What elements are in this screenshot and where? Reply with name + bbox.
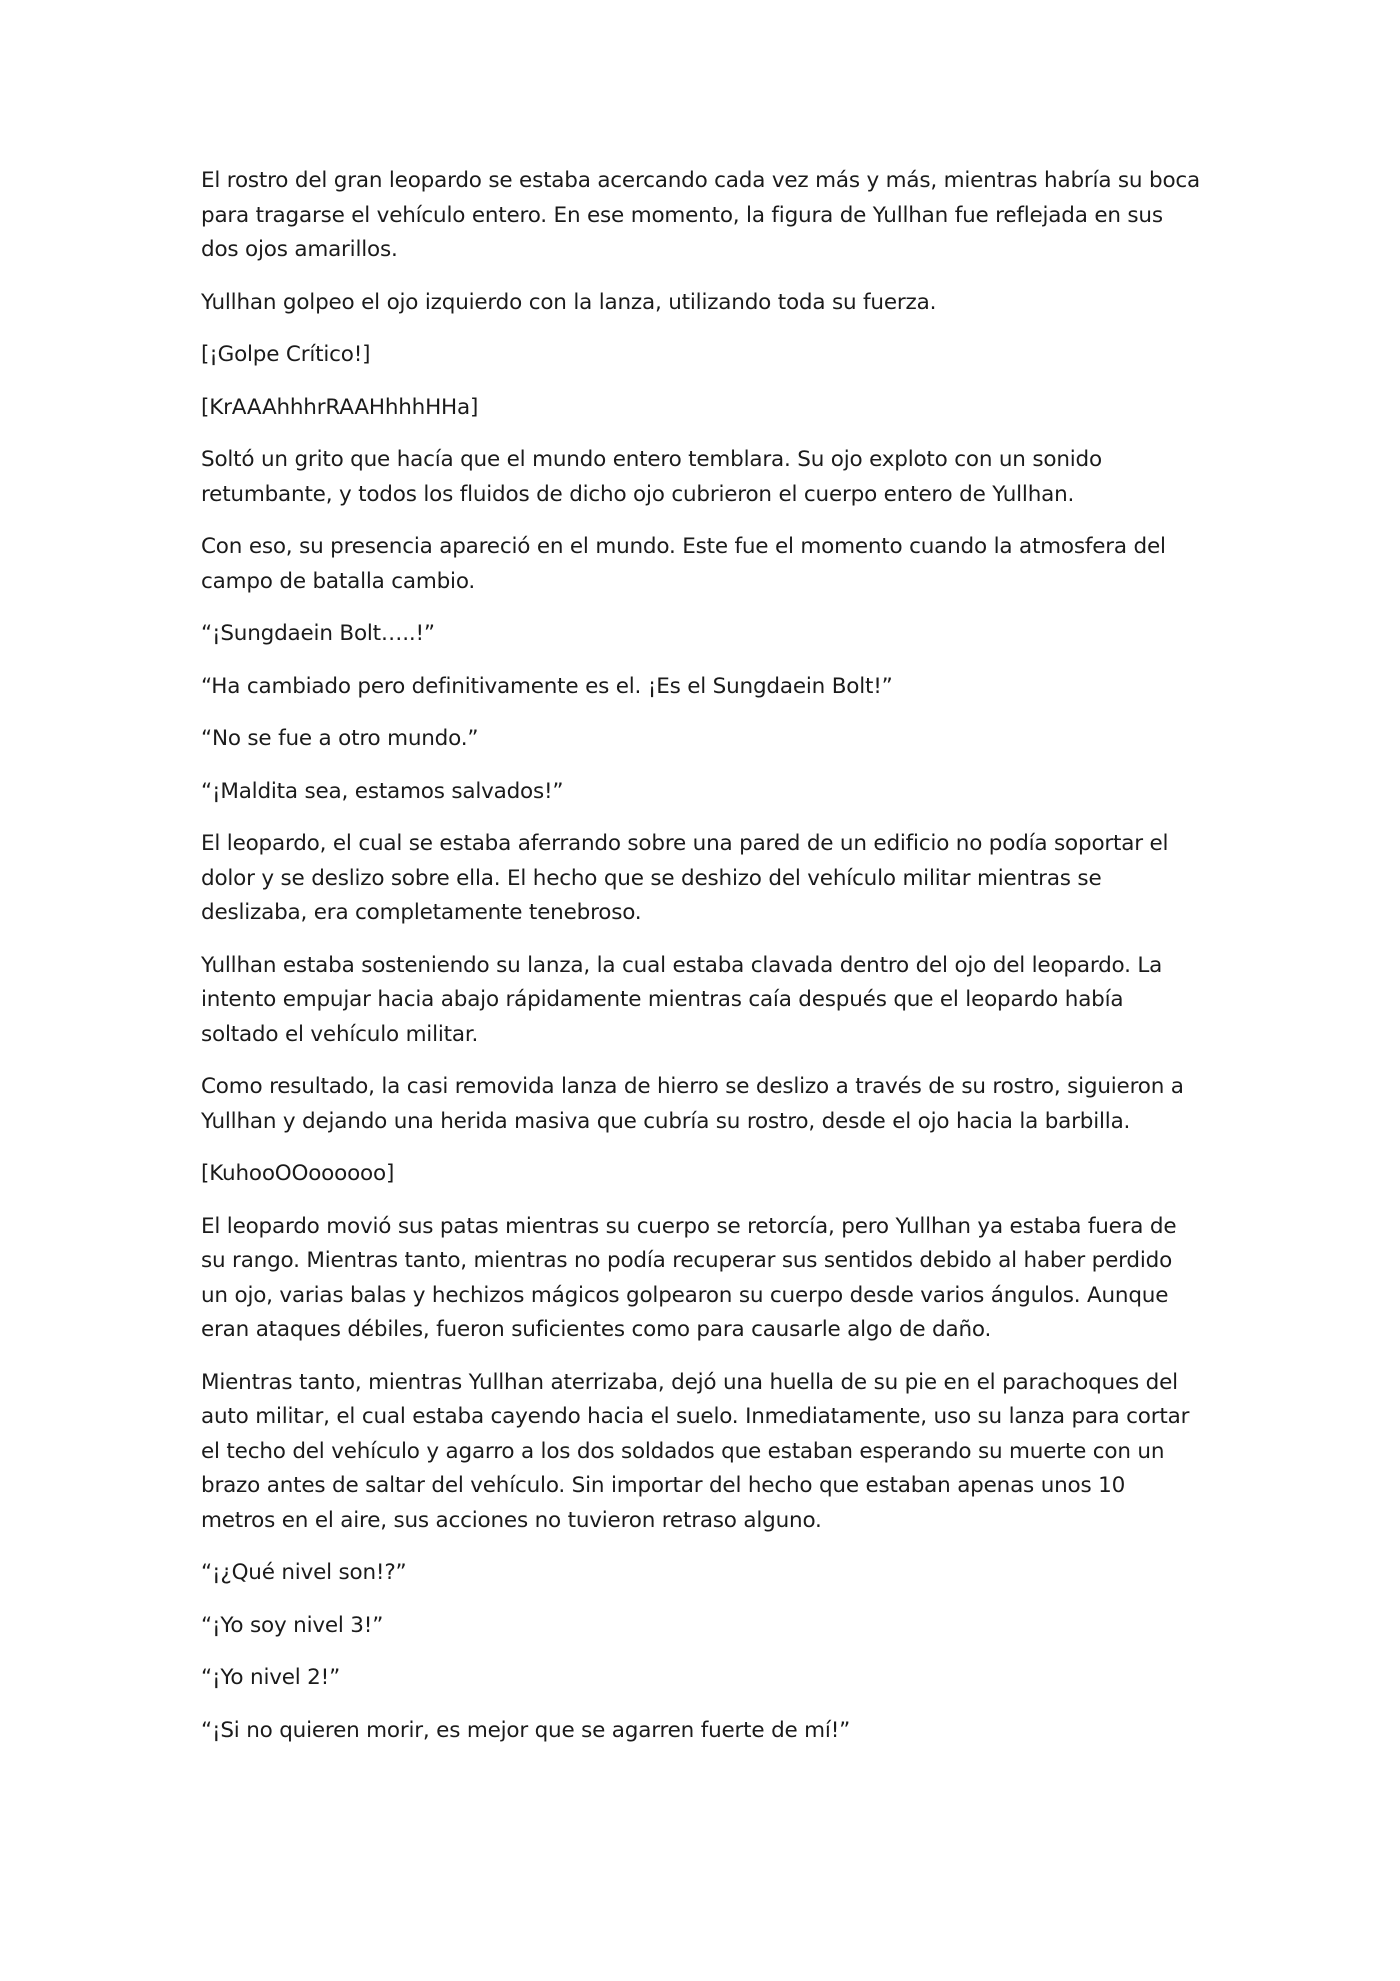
paragraph: “¡Si no quieren morir, es mejor que se agarren fuerte de mí!” [201, 1717, 851, 1743]
paragraph: El leopardo movió sus patas mientras su cuerpo se retorcía, pero Yullhan ya estaba fuera de su rango. Mientras tanto, mientras no podía recuperar sus sentidos debido al haber perdido un ojo, varias balas y hechizos mágicos golpearon su cuerpo desde varios ángulos. Aunque eran ataques débiles, fueron suficientes como para causarle algo de daño. [201, 1213, 1177, 1342]
document-body [201, 164, 1201, 1766]
paragraph: Mientras tanto, mientras Yullhan aterrizaba, dejó una huella de su pie en el parachoques del auto militar, el cual estaba cayendo hacia el suelo. Inmediatamente, uso su lanza para cortar el techo del vehículo y agarro a los dos soldados que estaban esperando su muerte con un brazo antes de saltar del vehículo. Sin importar del hecho que estaban apenas unos 10 metros en el aire, sus acciones no tuvieron retraso alguno. [201, 1369, 1190, 1533]
paragraph: [¡Golpe Crítico!] [201, 342, 371, 367]
paragraph: “No se fue a otro mundo.” [201, 726, 479, 751]
paragraph: Yullhan golpeo el ojo izquierdo con la lanza, utilizando toda su fuerza. [201, 289, 937, 315]
paragraph: [KrAAAhhhrRAAHhhhHHa] [201, 394, 479, 420]
paragraph: El rostro del gran leopardo se estaba acercando cada vez más y más, mientras habría su boca para tragarse el vehículo entero. En ese momento, la figura de Yullhan fue reflejada en sus dos ojos amarillos. [201, 168, 1200, 262]
paragraph: El leopardo, el cual se estaba aferrando sobre una pared de un edificio no podía soportar el dolor y se deslizo sobre ella. El hecho que se deshizo del vehículo militar mientras se deslizaba, era completamente tenebroso. [201, 831, 1169, 925]
paragraph: Soltó un grito que hacía que el mundo entero temblara. Su ojo exploto con un sonido retumbante, y todos los fluidos de dicho ojo cubrieron el cuerpo entero de Yullhan. [201, 447, 1102, 507]
paragraph: [KuhooOOoooooo] [201, 1161, 395, 1186]
paragraph: “¡Yo nivel 2!” [201, 1665, 341, 1690]
paragraph: “¡Sungdaein Bolt…..!” [201, 621, 435, 646]
paragraph: Yullhan estaba sosteniendo su lanza, la cual estaba clavada dentro del ojo del leopardo. La intento empujar hacia abajo rápidamente mientras caía después que el leopardo había soltado el vehículo militar. [201, 952, 1163, 1047]
paragraph: Con eso, su presencia apareció en el mundo. Este fue el momento cuando la atmosfera del campo de batalla cambio. [201, 534, 1166, 594]
paragraph: “¡¿Qué nivel son!?” [201, 1560, 407, 1585]
paragraph: “¡Yo soy nivel 3!” [201, 1612, 384, 1638]
paragraph: “Ha cambiado pero definitivamente es el. ¡Es el Sungdaein Bolt!” [201, 673, 893, 699]
paragraph: “¡Maldita sea, estamos salvados!” [201, 778, 564, 804]
paragraph: Como resultado, la casi removida lanza de hierro se deslizo a través de su rostro, siguieron a Yullhan y dejando una herida masiva que cubría su rostro, desde el ojo hacia la barbilla. [201, 1074, 1184, 1134]
